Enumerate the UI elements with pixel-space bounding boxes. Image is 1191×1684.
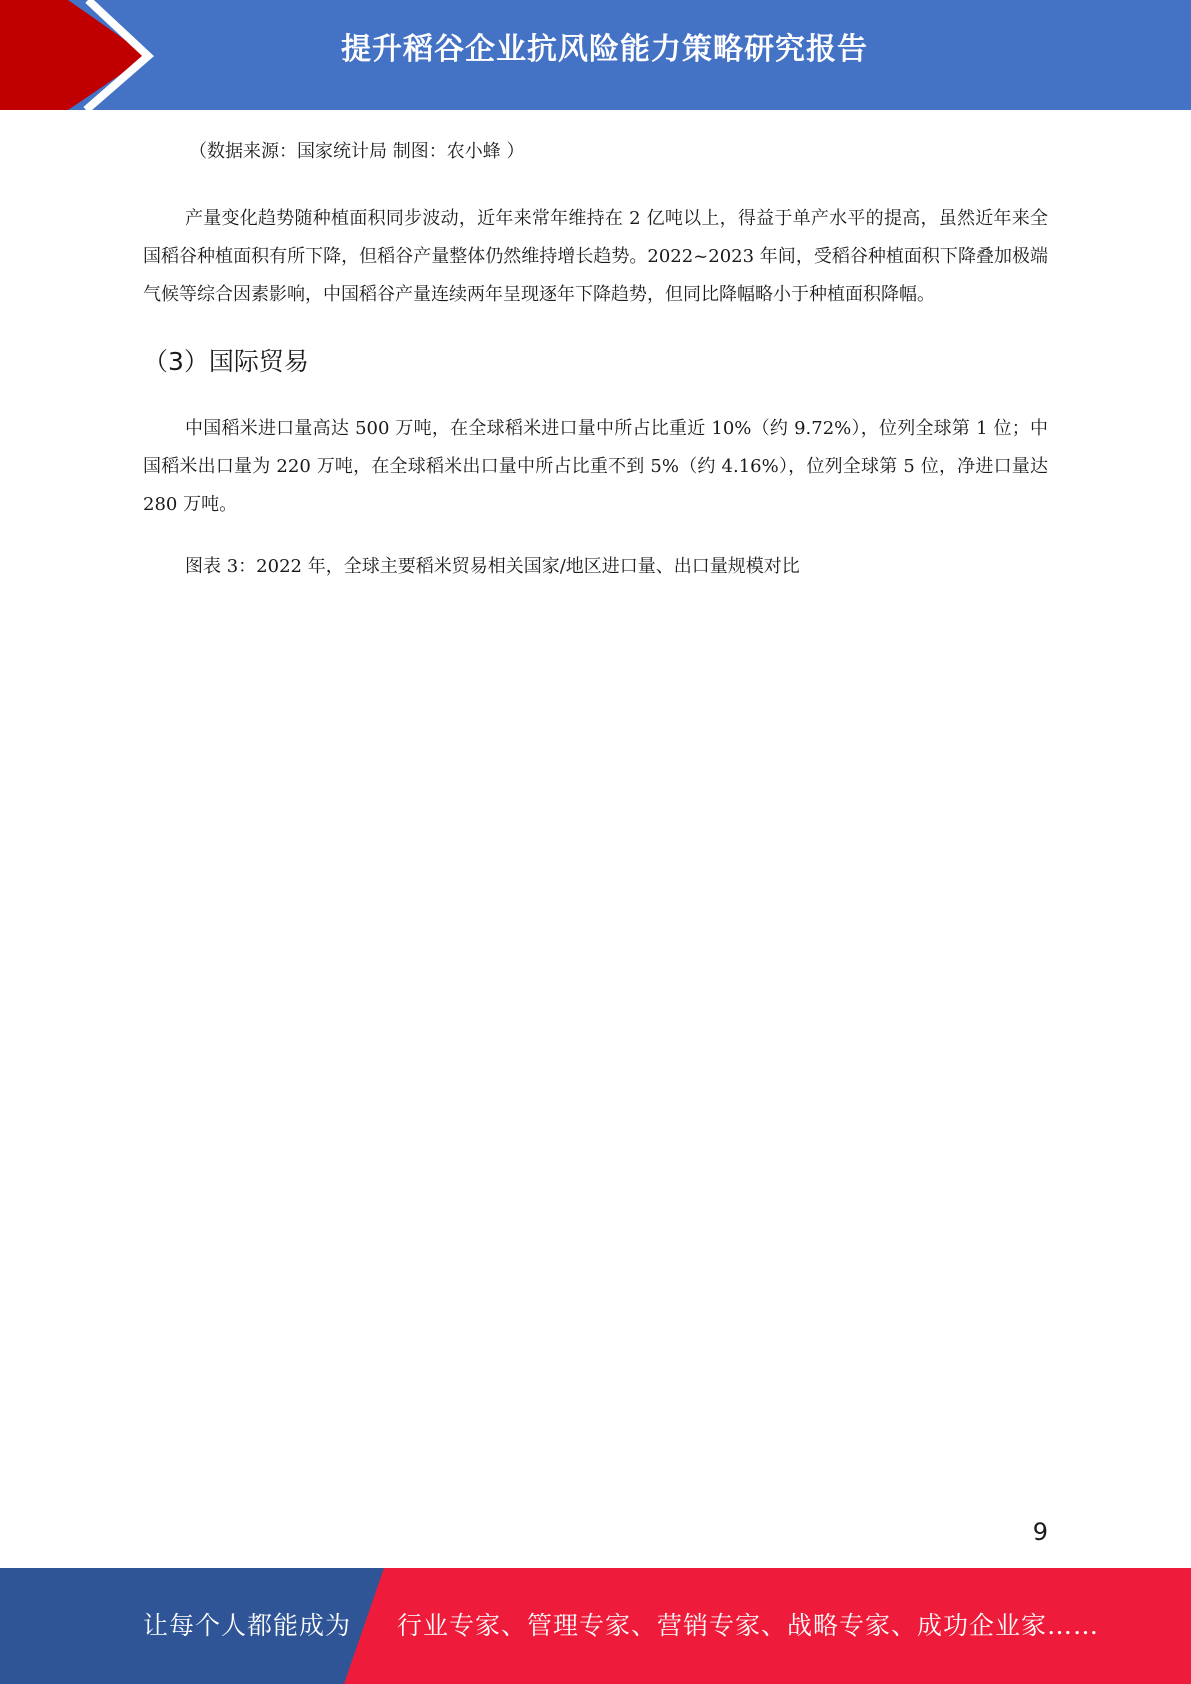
footer-slogan-left: 让每个人都能成为 xyxy=(143,1611,352,1640)
page-number: 9 xyxy=(1032,1518,1048,1546)
report-title: 提升稻谷企业抗风险能力策略研究报告 xyxy=(341,32,868,67)
report-header xyxy=(0,0,1191,110)
paragraph-trade-volume: 中国稻米进口量高达 500 万吨，在全球稻米进口量中所占比重近 10%（约 9.72%），位列全球第 1 位；中国稻米出口量为 220 万吨，在全球稻米出口量中所占比重不到 5%（约 4.16%），位列全球第 5 位，净进口量达 280 万吨。 xyxy=(143,418,1048,515)
section-heading-international-trade: （3）国际贸易 xyxy=(143,347,309,376)
report-footer xyxy=(0,1568,1191,1684)
figure-caption: 图表 3：2022 年，全球主要稻米贸易相关国家/地区进口量、出口量规模对比 xyxy=(185,556,800,577)
page-content xyxy=(143,136,1048,586)
footer-slogan-right: 行业专家、管理专家、营销专家、战略专家、成功企业家…… xyxy=(397,1611,1100,1640)
paragraph-production-trend: 产量变化趋势随种植面积同步波动，近年来常年维持在 2 亿吨以上，得益于单产水平的提高，虽然近年来全国稻谷种植面积有所下降，但稻谷产量整体仍然维持增长趋势。2022~2023 年间，受稻谷种植面积下降叠加极端气候等综合因素影响，中国稻谷产量连续两年呈现逐年下降趋势，但同比降幅略小于种植面积降幅。 xyxy=(143,208,1048,305)
data-source-note: （数据来源：国家统计局 制图：农小蜂 ） xyxy=(189,141,525,162)
